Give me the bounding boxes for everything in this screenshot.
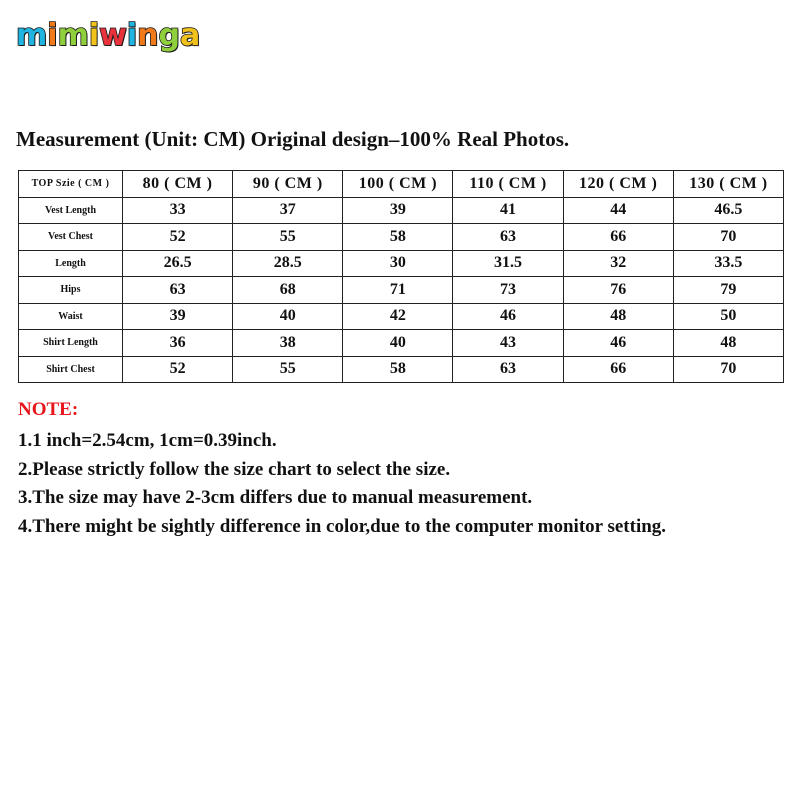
table-cell: 48	[673, 330, 783, 357]
table-cell: 55	[233, 356, 343, 383]
table-corner-label: TOP Szie ( CM )	[19, 171, 123, 198]
table-cell: 68	[233, 277, 343, 304]
table-header-row	[19, 171, 784, 198]
note-item: 2.Please strictly follow the size chart to select the size.	[18, 458, 451, 480]
logo-letter: g	[158, 18, 180, 53]
table-cell: 46	[563, 330, 673, 357]
table-cell: 66	[563, 356, 673, 383]
table-cell: 32	[563, 250, 673, 277]
logo-letter: w	[99, 18, 127, 53]
row-label: Waist	[19, 303, 123, 330]
table-cell: 40	[233, 303, 343, 330]
table-cell: 71	[343, 277, 453, 304]
table-cell: 40	[343, 330, 453, 357]
size-chart-table	[18, 170, 784, 383]
table-row	[19, 277, 784, 304]
table-cell: 70	[673, 224, 783, 251]
row-label: Shirt Chest	[19, 356, 123, 383]
column-header: 130 ( CM )	[673, 171, 783, 198]
table-cell: 52	[123, 224, 233, 251]
logo-letter: i	[88, 18, 100, 53]
table-row	[19, 250, 784, 277]
logo-letter: i	[47, 18, 58, 53]
note-item: 3.The size may have 2-3cm differs due to manual measurement.	[18, 487, 533, 508]
logo-letter: i	[126, 18, 138, 53]
table-cell: 55	[233, 224, 343, 251]
table-cell: 52	[123, 356, 233, 383]
table-cell: 33	[123, 197, 233, 224]
row-label: Vest Length	[19, 197, 123, 224]
table-cell: 26.5	[123, 250, 233, 277]
row-label: Length	[19, 250, 123, 277]
table-cell: 41	[453, 197, 563, 224]
table-cell: 63	[453, 224, 563, 251]
table-cell: 73	[453, 277, 563, 304]
table-row	[19, 356, 784, 383]
table-cell: 58	[343, 356, 453, 383]
page-title: Measurement (Unit: CM) Original design–100% Real Photos.	[16, 127, 570, 151]
table-cell: 63	[123, 277, 233, 304]
brand-logo	[16, 18, 200, 54]
note-item: 1.1 inch=2.54cm, 1cm=0.39inch.	[18, 430, 277, 451]
table-cell: 48	[563, 303, 673, 330]
note-title: NOTE:	[18, 399, 79, 420]
table-cell: 70	[673, 356, 783, 383]
table-cell: 76	[563, 277, 673, 304]
table-row	[19, 197, 784, 224]
logo-letter: m	[57, 18, 89, 53]
table-cell: 36	[123, 330, 233, 357]
table-cell: 39	[123, 303, 233, 330]
table-cell: 38	[233, 330, 343, 357]
table-row	[19, 224, 784, 251]
table-cell: 58	[343, 224, 453, 251]
logo-letter: m	[16, 18, 48, 53]
column-header: 120 ( CM )	[563, 171, 673, 198]
table-cell: 43	[453, 330, 563, 357]
column-header: 110 ( CM )	[453, 171, 563, 198]
logo-letter: a	[179, 18, 201, 53]
table-cell: 31.5	[453, 250, 563, 277]
column-header: 100 ( CM )	[343, 171, 453, 198]
table-cell: 46.5	[673, 197, 783, 224]
table-cell: 28.5	[233, 250, 343, 277]
table-cell: 44	[563, 197, 673, 224]
note-list	[18, 429, 666, 543]
table-cell: 66	[563, 224, 673, 251]
note-item: 4.There might be sightly difference in color,due to the computer monitor setting.	[18, 515, 667, 537]
table-row	[19, 330, 784, 357]
table-cell: 37	[233, 197, 343, 224]
row-label: Hips	[19, 277, 123, 304]
table-cell: 33.5	[673, 250, 783, 277]
row-label: Shirt Length	[19, 330, 123, 357]
table-cell: 39	[343, 197, 453, 224]
table-row	[19, 303, 784, 330]
table-cell: 50	[673, 303, 783, 330]
column-header: 80 ( CM )	[123, 171, 233, 198]
table-cell: 42	[343, 303, 453, 330]
table-cell: 63	[453, 356, 563, 383]
row-label: Vest Chest	[19, 224, 123, 251]
table-cell: 79	[673, 277, 783, 304]
logo-letter: n	[137, 18, 159, 53]
table-cell: 30	[343, 250, 453, 277]
column-header: 90 ( CM )	[233, 171, 343, 198]
table-cell: 46	[453, 303, 563, 330]
